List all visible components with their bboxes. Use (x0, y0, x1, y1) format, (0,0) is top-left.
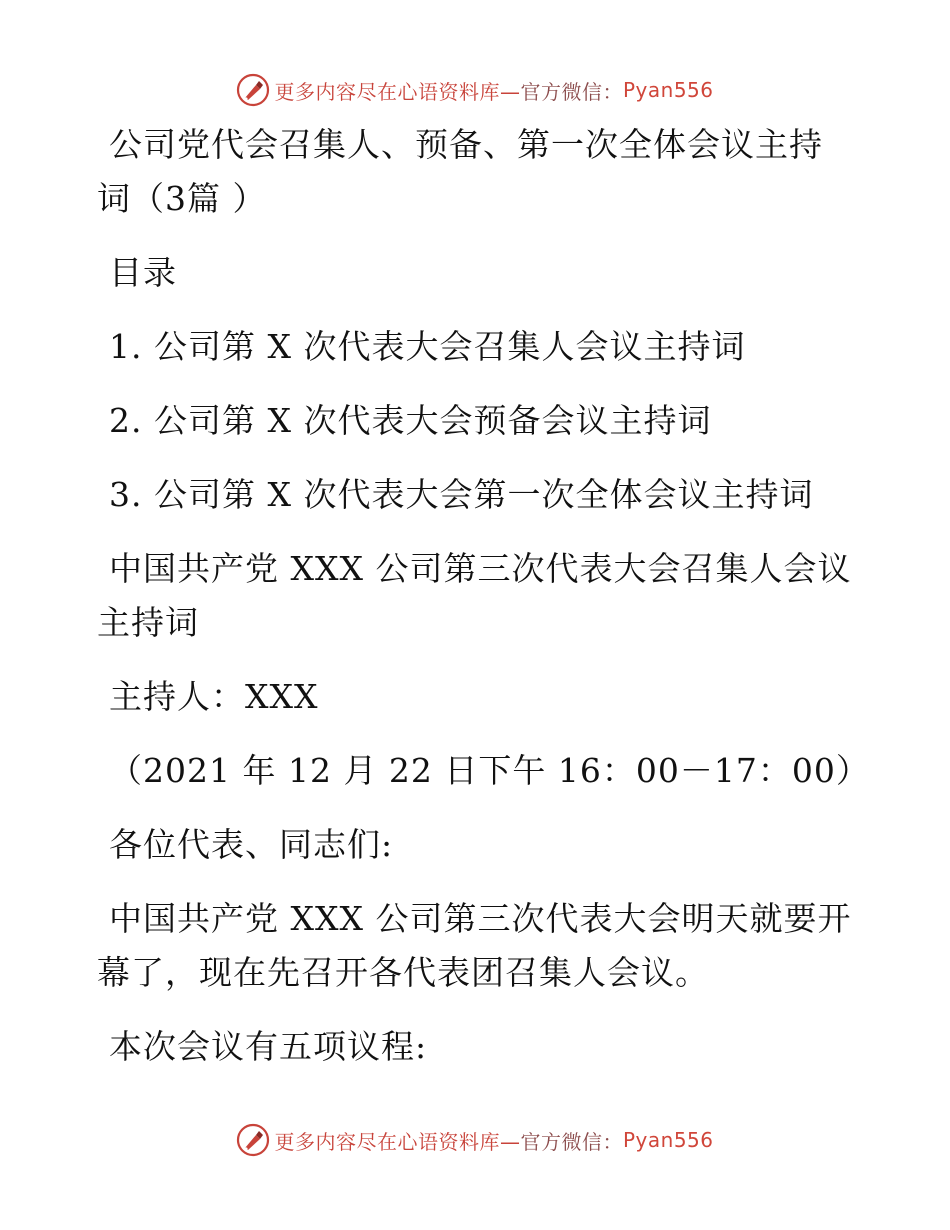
banner-wechat-id: Pyan556 (622, 1128, 714, 1152)
banner-wechat-label: 官方微信： (520, 79, 623, 104)
toc-item-2: 2. 公司第 X 次代表大会预备会议主持词 (109, 401, 712, 440)
toc-heading: 目录 (109, 253, 177, 292)
paragraph-1-line1: 中国共产党 XXX 公司第三次代表大会明天就要开 (109, 899, 852, 938)
section-title-line2: 主持词 (97, 603, 199, 642)
doc-title-line2: 词（3篇 ） (97, 179, 267, 218)
section-title-line1: 中国共产党 XXX 公司第三次代表大会召集人会议 (109, 549, 852, 588)
toc-item-1: 1. 公司第 X 次代表大会召集人会议主持词 (109, 327, 746, 366)
document-body (97, 118, 870, 1074)
toc-item-3: 3. 公司第 X 次代表大会第一次全体会议主持词 (109, 475, 814, 514)
footer-banner (0, 1120, 950, 1160)
salutation-line: 各位代表、同志们: (109, 825, 394, 864)
banner-slogan: 更多内容尽在心语资料库— (274, 79, 521, 104)
host-line: 主持人：XXX (109, 677, 319, 716)
datetime-line: （2021 年 12 月 22 日下午 16：00－17：00） (109, 751, 870, 790)
banner-wechat-id: Pyan556 (622, 78, 714, 102)
pen-nib-logo-icon (236, 1123, 270, 1157)
paragraph-1-line2: 幕了，现在先召开各代表团召集人会议。 (97, 953, 709, 992)
header-banner (0, 70, 950, 110)
doc-title-line1: 公司党代会召集人、预备、第一次全体会议主持 (109, 125, 823, 164)
paragraph-2: 本次会议有五项议程: (109, 1027, 428, 1066)
banner-wechat-label: 官方微信： (520, 1129, 623, 1154)
pen-nib-logo-icon (236, 73, 270, 107)
banner-slogan: 更多内容尽在心语资料库— (274, 1129, 521, 1154)
